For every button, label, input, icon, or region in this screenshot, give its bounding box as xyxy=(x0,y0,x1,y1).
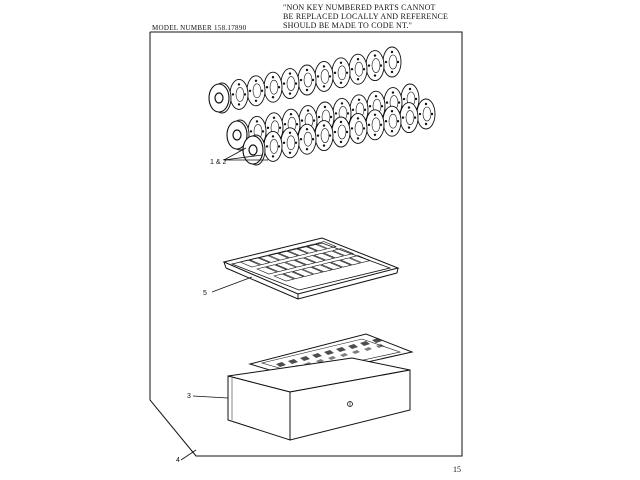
tray-compartment xyxy=(276,262,296,269)
tray-compartment xyxy=(278,251,298,258)
tray-compartment xyxy=(305,256,325,263)
roller-set-drawing xyxy=(209,47,435,165)
callout-frame: 4 xyxy=(176,457,180,464)
tray-compartment xyxy=(322,263,342,270)
shaft-end-hub xyxy=(209,84,229,112)
tray-compartment xyxy=(312,265,332,272)
callout-tray: 5 xyxy=(203,290,207,297)
tray-compartment xyxy=(295,258,315,265)
tray-compartment xyxy=(286,260,306,267)
tray-compartment xyxy=(331,260,351,267)
tray-compartment xyxy=(333,249,353,256)
tray-compartment xyxy=(267,265,287,272)
model-number: MODEL NUMBER 158.17890 xyxy=(152,24,247,32)
tray-compartment xyxy=(240,260,260,267)
note-line-2: BE REPLACED LOCALLY AND REFERENCE xyxy=(283,12,449,21)
tray-compartment xyxy=(259,255,279,262)
tray-compartment xyxy=(293,269,313,276)
tray-compartment xyxy=(297,246,317,253)
note-line-3: SHOULD BE MADE TO CODE NT." xyxy=(283,21,413,30)
tray-compartment xyxy=(284,272,304,279)
tray-compartment xyxy=(250,258,270,265)
case-drawing xyxy=(228,334,412,440)
tray-compartment xyxy=(324,251,344,258)
tray-compartment xyxy=(257,267,277,274)
note-line-1: "NON KEY NUMBERED PARTS CANNOT xyxy=(283,3,436,12)
tray-compartment xyxy=(350,256,370,263)
tray-compartment xyxy=(303,267,323,274)
tray-compartment xyxy=(314,253,334,260)
tray-compartment xyxy=(274,274,294,281)
tray-compartment xyxy=(288,249,308,256)
page-number: 15 xyxy=(453,465,461,474)
callout-case: 3 xyxy=(187,393,191,400)
tray-compartment xyxy=(269,253,289,260)
tray-compartment xyxy=(341,258,361,265)
tray-drawing xyxy=(224,238,398,299)
callout-rollers: 1 & 2 xyxy=(210,159,227,166)
tray-compartment xyxy=(307,244,327,251)
